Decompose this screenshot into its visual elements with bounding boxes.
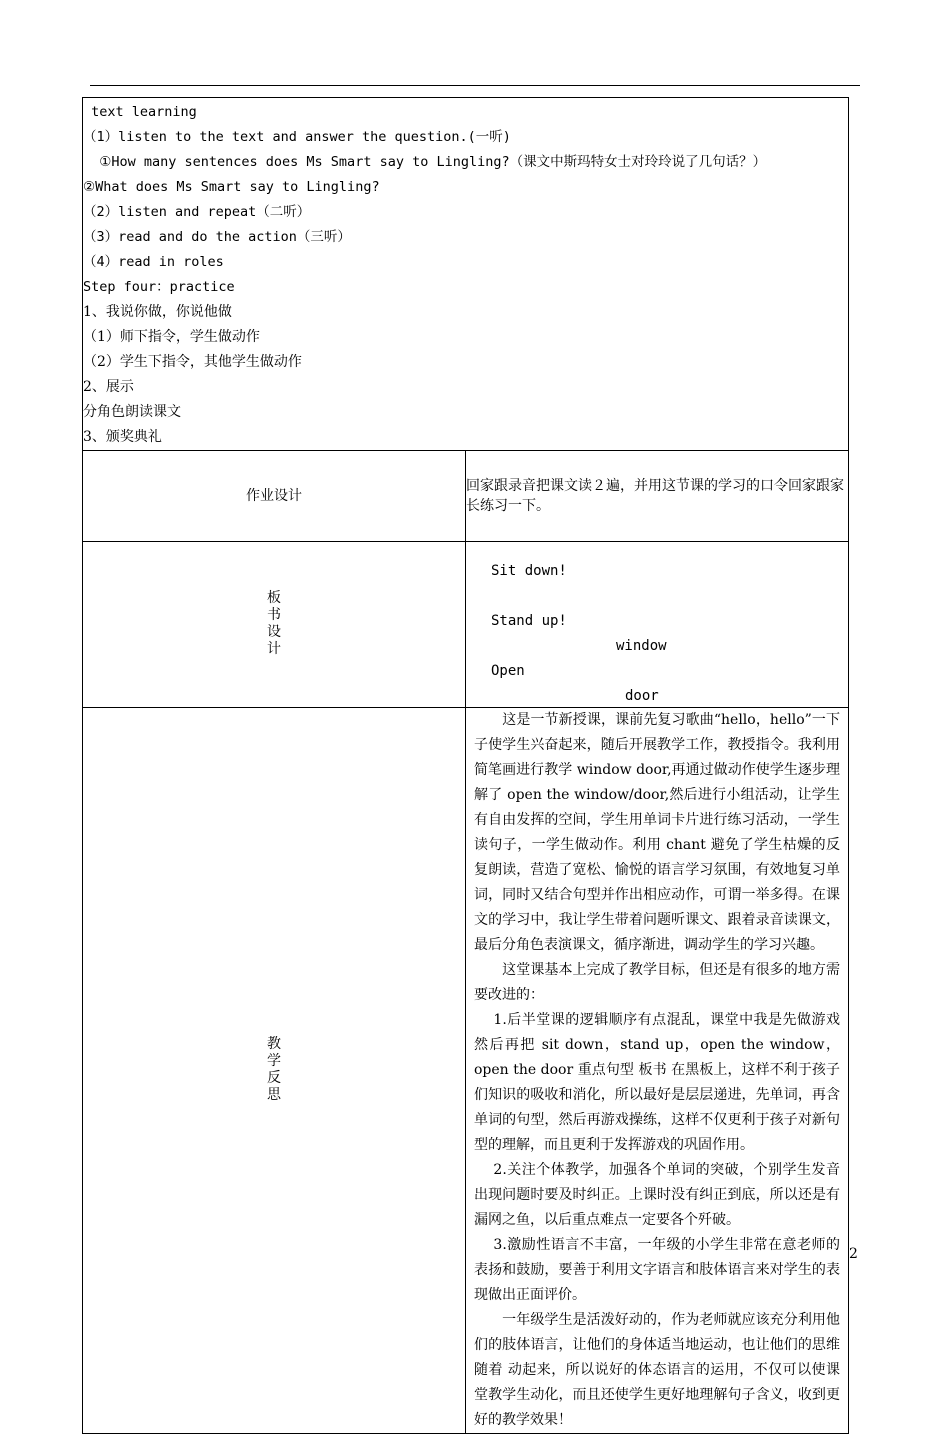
lesson-line: text learning [83, 104, 197, 120]
lesson-line: （2）学生下指令，其他学生做动作 [83, 354, 302, 370]
homework-label: 作业设计 [83, 451, 466, 542]
header-rule [90, 85, 860, 86]
lesson-line: （1）师下指令，学生做动作 [83, 329, 260, 345]
lesson-table [82, 97, 849, 1434]
board-sit-down: Sit down! [491, 563, 567, 579]
board-stand-up: Stand up! [491, 613, 567, 629]
homework-row [83, 451, 849, 542]
board-label: 板书设计 [267, 590, 281, 657]
board-cell [466, 542, 849, 708]
board-door: door [625, 688, 659, 704]
board-window: window [616, 638, 667, 654]
reflection-paragraph: 这堂课基本上完成了教学目标，但还是有很多的地方需要改进的： [474, 962, 840, 1003]
board-area [466, 542, 848, 707]
page-number: 2 [849, 1246, 858, 1262]
lesson-line: Step four：practice [83, 279, 235, 295]
reflection-text [466, 708, 848, 1433]
lesson-row [83, 98, 849, 451]
lesson-line: 分角色朗读课文 [83, 404, 181, 420]
lesson-line: （4）read in roles [83, 254, 224, 270]
lesson-line: ②What does Ms Smart say to Lingling? [83, 179, 380, 195]
reflection-paragraph: 一年级学生是活泼好动的，作为老师就应该充分利用他们的肢体语言，让他们的身体适当地运动，也让他们的思维随着 动起来，所以说好的体态语言的运用，不仅可以使课堂教学生动化，而且还使学生更好地理解句子含义，收到更好的教学效果！ [474, 1312, 840, 1428]
lesson-line: （3）read and do the action（三听） [83, 229, 351, 245]
reflection-paragraph: 3.激励性语言不丰富，一年级的小学生非常在意老师的表扬和鼓励，要善于利用文字语言和肢体语言来对学生的表现做出正面评价。 [474, 1237, 840, 1303]
lesson-lines [83, 100, 848, 450]
lesson-line: （2）listen and repeat（二听） [83, 204, 311, 220]
reflection-paragraph: 2.关注个体教学，加强各个单词的突破，个别学生发音出现问题时要及时纠正。上课时没有纠正到底，所以还是有漏网之鱼，以后重点难点一定要各个歼破。 [474, 1162, 840, 1228]
board-open: Open [491, 663, 525, 679]
reflection-label-cell [83, 708, 466, 1434]
lesson-line: 1、我说你做，你说他做 [83, 304, 232, 320]
reflection-label: 教学反思 [267, 1036, 281, 1103]
reflection-row [83, 708, 849, 1434]
lesson-cell [83, 98, 849, 451]
board-row [83, 542, 849, 708]
board-label-cell [83, 542, 466, 708]
reflection-paragraph: 这是一节新授课，课前先复习歌曲“hello，hello”一下子使学生兴奋起来，随后开展教学工作，教授指令。我利用简笔画进行教学 window door,再通过做动作使学生逐步理解了 open the window/door,然后进行小组活动，让学生有自由发挥的空间，学生用单词卡片进行练习活动，一学生读句子，一学生做动作。利用 chant 避免了学生枯燥的反复朗读，营造了宽松、愉悦的语言学习氛围，有效地复习单词，同时又结合句型并作出相应动作，可谓一举多得。在课文的学习中，我让学生带着问题听课文、跟着录音读课文，最后分角色表演课文，循序渐进，调动学生的学习兴趣。 [474, 712, 840, 953]
reflection-cell [466, 708, 849, 1434]
lesson-line: ①How many sentences does Ms Smart say to Lingling?（课文中斯玛特女士对玲玲说了几句话？） [83, 154, 767, 170]
lesson-line: 3、颁奖典礼 [83, 429, 162, 445]
reflection-paragraph: 1.后半堂课的逻辑顺序有点混乱，课堂中我是先做游戏然后再把 sit down，stand up，open the window，open the door 重点句型 板书 在黑板上，这样不利于孩子们知识的吸收和消化，所以最好是层层递进，先单词，再含单词的句型，然后再游戏操练，这样不仅更利于孩子对新句型的理解，而且更利于发挥游戏的巩固作用。 [474, 1012, 840, 1153]
homework-text: 回家跟录音把课文读２遍，并用这节课的学习的口令回家跟家长练习一下。 [466, 451, 849, 542]
lesson-line: （1）listen to the text and answer the question.(一听) [83, 129, 511, 145]
lesson-line: 2、展示 [83, 379, 134, 395]
